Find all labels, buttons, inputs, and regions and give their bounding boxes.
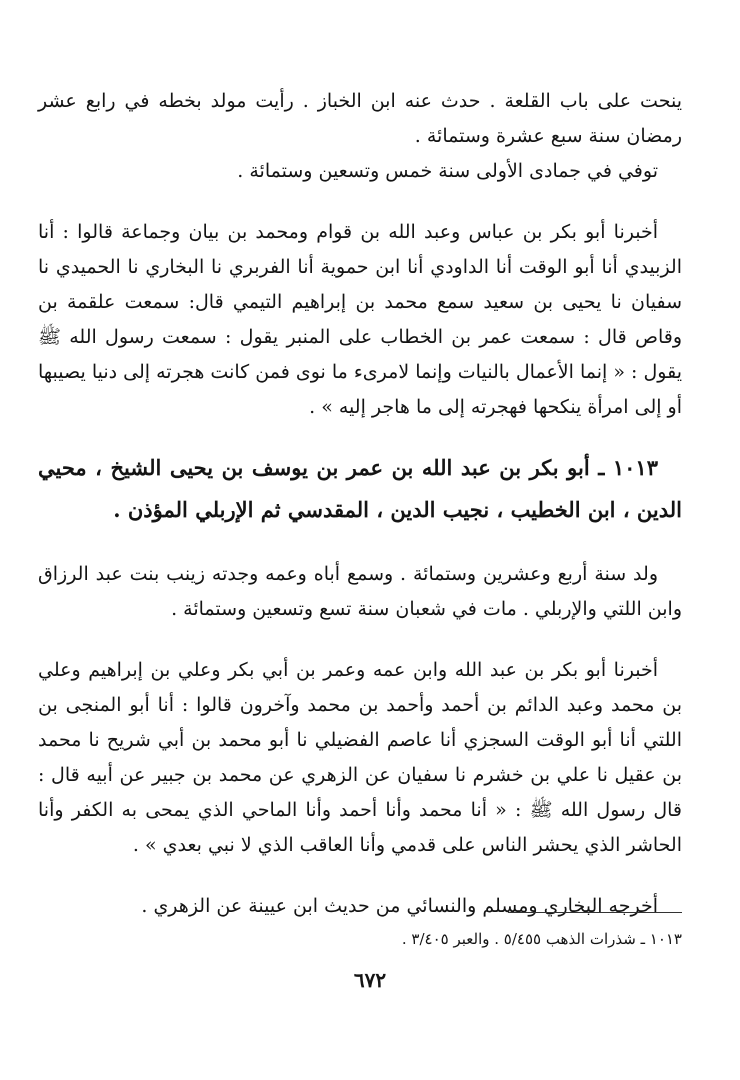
paragraph-death-date: توفي في جمادى الأولى سنة خمس وتسعين وستمائة . <box>237 160 658 182</box>
paragraph-birth-death: ولد سنة أربع وعشرين وستمائة . وسمع أباه وعمه وجدته زينب بنت عبد الرزاق وابن اللتي والإربلي . مات في شعبان سنة تسع وتسعين وستمائة . <box>38 563 682 620</box>
footnote: ١٠١٣ ـ شذرات الذهب ٥/٤٥٥ . والعبر ٣/٤٠٥ . <box>401 930 682 948</box>
paragraph-continuation: ينحت على باب القلعة . حدث عنه ابن الخباز . رأيت مولد بخطه في رابع عشر رمضان سنة سبع عشرة وستمائة . <box>38 90 682 147</box>
footnote-divider <box>508 912 682 913</box>
page-number: ٦٧٢ <box>353 968 387 992</box>
paragraph-takhrij: أخرجه البخاري ومسلم والنسائي من حديث ابن عيينة عن الزهري . <box>141 895 658 917</box>
biography-heading-1013: ١٠١٣ ـ أبو بكر بن عبد الله بن عمر بن يوسف بن يحيى الشيخ ، محيي الدين ، ابن الخطيب ، نجيب الدين ، المقدسي ثم الإربلي المؤذن . <box>38 455 682 522</box>
paragraph-hadith-isnad-1: أخبرنا أبو بكر بن عباس وعبد الله بن قوام ومحمد بن بيان وجماعة قالوا : أنا الزبيدي أنا أبو الوقت أنا الداودي أنا ابن حموية أنا الفربري نا البخاري نا الحميدي نا سفيان نا يحيى بن سعيد سمع محمد بن إبراهيم التيمي قال: سمعت علقمة بن وقاص قال : سمعت عمر بن الخطاب على المنبر يقول : سمعت رسول الله ﷺ يقول : « إنما الأعمال بالنيات وإنما لامرىء ما نوى فمن كانت هجرته إلى دنيا يصيبها أو إلى امرأة ينكحها فهجرته إلى ما هاجر إليه » . <box>38 221 682 418</box>
paragraph-hadith-isnad-2: أخبرنا أبو بكر بن عبد الله وابن عمه وعمر بن أبي بكر وعلي بن إبراهيم وعلي بن محمد وعبد الدائم بن أحمد وأحمد بن محمد وآخرون قالوا : أنا أبو المنجى بن اللتي أنا أبو الوقت السجزي أنا عاصم الفضيلي نا أبو محمد بن أبي شريح نا محمد بن عقيل نا علي بن خشرم نا سفيان عن الزهري عن محمد بن جبير عن أبيه قال : قال رسول الله ﷺ : « أنا محمد وأنا أحمد وأنا الماحي الذي يمحى به الكفر وأنا الحاشر الذي يحشر الناس على قدمي وأنا العاقب الذي لا نبي بعدي » . <box>38 659 682 856</box>
